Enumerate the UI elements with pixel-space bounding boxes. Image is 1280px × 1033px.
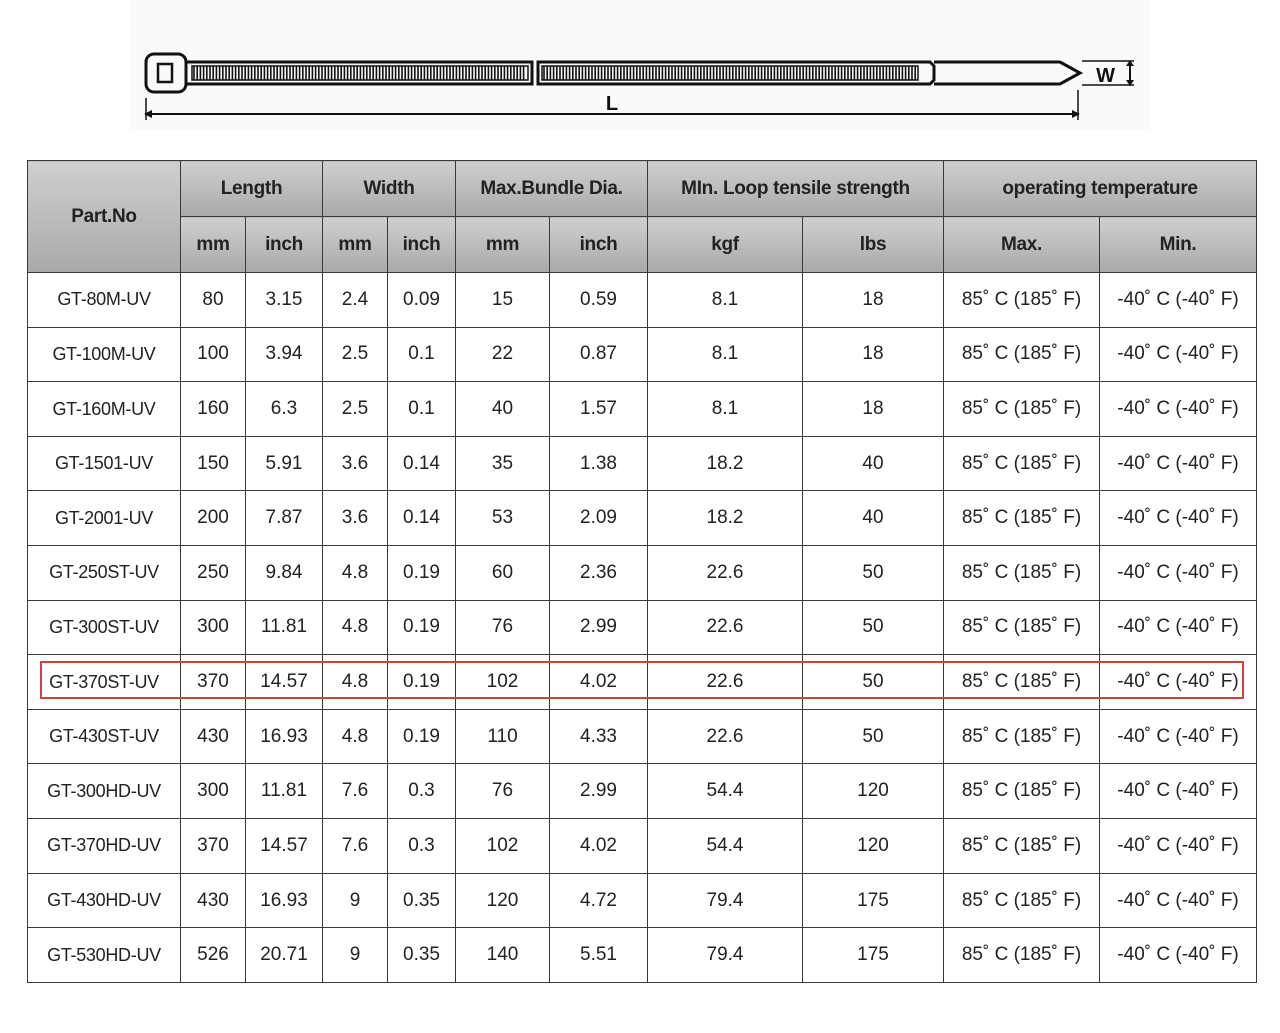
cell-tensile-kgf: 8.1 bbox=[648, 382, 803, 437]
cell-temp-min: -40˚ C (-40˚ F) bbox=[1100, 764, 1257, 819]
specification-table bbox=[27, 160, 1257, 983]
cell-length-mm: 300 bbox=[181, 600, 246, 655]
cell-temp-min: -40˚ C (-40˚ F) bbox=[1100, 655, 1257, 710]
cell-width-mm: 2.4 bbox=[323, 273, 388, 328]
cell-length-inch: 16.93 bbox=[246, 709, 323, 764]
cell-temp-max: 85˚ C (185˚ F) bbox=[944, 436, 1100, 491]
cell-bundle-mm: 35 bbox=[456, 436, 550, 491]
cell-width-inch: 0.3 bbox=[388, 819, 456, 874]
cell-temp-max: 85˚ C (185˚ F) bbox=[944, 928, 1100, 983]
cell-length-mm: 160 bbox=[181, 382, 246, 437]
cell-length-inch: 5.91 bbox=[246, 436, 323, 491]
cell-bundle-mm: 140 bbox=[456, 928, 550, 983]
table-row bbox=[28, 273, 1257, 328]
cell-bundle-inch: 4.33 bbox=[550, 709, 648, 764]
cell-width-inch: 0.1 bbox=[388, 382, 456, 437]
header-length: Length bbox=[181, 161, 323, 217]
cell-part-no: GT-160M-UV bbox=[28, 382, 181, 437]
cell-bundle-inch: 0.87 bbox=[550, 327, 648, 382]
cell-bundle-mm: 76 bbox=[456, 764, 550, 819]
cell-temp-min: -40˚ C (-40˚ F) bbox=[1100, 546, 1257, 601]
cell-length-mm: 526 bbox=[181, 928, 246, 983]
cell-temp-min: -40˚ C (-40˚ F) bbox=[1100, 436, 1257, 491]
tie-serrations bbox=[194, 66, 915, 80]
cell-temp-max: 85˚ C (185˚ F) bbox=[944, 819, 1100, 874]
cell-temp-min: -40˚ C (-40˚ F) bbox=[1100, 382, 1257, 437]
subheader-bundle-mm: mm bbox=[456, 217, 550, 273]
cell-width-mm: 3.6 bbox=[323, 491, 388, 546]
subheader-bundle-inch: inch bbox=[550, 217, 648, 273]
cell-temp-min: -40˚ C (-40˚ F) bbox=[1100, 819, 1257, 874]
cell-width-mm: 4.8 bbox=[323, 600, 388, 655]
cell-bundle-inch: 1.38 bbox=[550, 436, 648, 491]
cell-length-inch: 9.84 bbox=[246, 546, 323, 601]
cell-part-no: GT-2001-UV bbox=[28, 491, 181, 546]
cell-length-inch: 6.3 bbox=[246, 382, 323, 437]
cell-tensile-kgf: 8.1 bbox=[648, 327, 803, 382]
subheader-width-mm: mm bbox=[323, 217, 388, 273]
cell-temp-min: -40˚ C (-40˚ F) bbox=[1100, 273, 1257, 328]
cell-bundle-mm: 102 bbox=[456, 819, 550, 874]
cell-bundle-mm: 110 bbox=[456, 709, 550, 764]
cell-bundle-mm: 40 bbox=[456, 382, 550, 437]
subheader-length-mm: mm bbox=[181, 217, 246, 273]
subheader-tensile-kgf: kgf bbox=[648, 217, 803, 273]
cell-tensile-kgf: 18.2 bbox=[648, 491, 803, 546]
cell-part-no: GT-430ST-UV bbox=[28, 709, 181, 764]
width-label: W bbox=[1096, 65, 1115, 87]
cell-width-mm: 9 bbox=[323, 928, 388, 983]
cell-part-no: GT-370HD-UV bbox=[28, 819, 181, 874]
cell-part-no: GT-300HD-UV bbox=[28, 764, 181, 819]
cell-bundle-inch: 4.72 bbox=[550, 873, 648, 928]
cell-length-mm: 200 bbox=[181, 491, 246, 546]
table-row bbox=[28, 327, 1257, 382]
tie-tail bbox=[934, 62, 1080, 84]
cell-width-inch: 0.19 bbox=[388, 655, 456, 710]
cell-width-mm: 7.6 bbox=[323, 819, 388, 874]
tie-head-outline bbox=[146, 54, 186, 92]
cell-temp-max: 85˚ C (185˚ F) bbox=[944, 600, 1100, 655]
cell-width-inch: 0.35 bbox=[388, 873, 456, 928]
cell-temp-min: -40˚ C (-40˚ F) bbox=[1100, 600, 1257, 655]
cell-length-mm: 80 bbox=[181, 273, 246, 328]
cell-temp-min: -40˚ C (-40˚ F) bbox=[1100, 491, 1257, 546]
cell-tensile-lbs: 120 bbox=[803, 819, 944, 874]
cell-part-no: GT-100M-UV bbox=[28, 327, 181, 382]
cell-length-mm: 370 bbox=[181, 819, 246, 874]
cell-tensile-kgf: 8.1 bbox=[648, 273, 803, 328]
cell-width-inch: 0.14 bbox=[388, 436, 456, 491]
cell-tensile-lbs: 50 bbox=[803, 546, 944, 601]
cell-temp-min: -40˚ C (-40˚ F) bbox=[1100, 873, 1257, 928]
cell-bundle-inch: 5.51 bbox=[550, 928, 648, 983]
cell-temp-min: -40˚ C (-40˚ F) bbox=[1100, 327, 1257, 382]
cell-tensile-kgf: 22.6 bbox=[648, 709, 803, 764]
cell-bundle-mm: 53 bbox=[456, 491, 550, 546]
table-row bbox=[28, 873, 1257, 928]
cell-width-inch: 0.35 bbox=[388, 928, 456, 983]
cell-tensile-lbs: 18 bbox=[803, 273, 944, 328]
table-header bbox=[28, 161, 1257, 273]
cell-tensile-kgf: 18.2 bbox=[648, 436, 803, 491]
cell-bundle-mm: 60 bbox=[456, 546, 550, 601]
cell-length-mm: 100 bbox=[181, 327, 246, 382]
cell-width-mm: 3.6 bbox=[323, 436, 388, 491]
cell-width-mm: 9 bbox=[323, 873, 388, 928]
cell-tensile-lbs: 120 bbox=[803, 764, 944, 819]
cell-bundle-inch: 2.99 bbox=[550, 600, 648, 655]
cell-tensile-lbs: 40 bbox=[803, 491, 944, 546]
cell-tensile-lbs: 18 bbox=[803, 327, 944, 382]
cell-tensile-kgf: 22.6 bbox=[648, 655, 803, 710]
table-row bbox=[28, 709, 1257, 764]
cell-part-no: GT-250ST-UV bbox=[28, 546, 181, 601]
table-row bbox=[28, 819, 1257, 874]
cell-width-inch: 0.3 bbox=[388, 764, 456, 819]
cell-bundle-mm: 120 bbox=[456, 873, 550, 928]
cell-width-inch: 0.19 bbox=[388, 709, 456, 764]
table-row bbox=[28, 600, 1257, 655]
cell-length-inch: 16.93 bbox=[246, 873, 323, 928]
cell-length-inch: 11.81 bbox=[246, 764, 323, 819]
subheader-width-inch: inch bbox=[388, 217, 456, 273]
cell-tensile-kgf: 54.4 bbox=[648, 764, 803, 819]
cell-width-mm: 4.8 bbox=[323, 709, 388, 764]
length-label: L bbox=[605, 93, 619, 115]
cell-tensile-lbs: 50 bbox=[803, 600, 944, 655]
cable-tie-drawing bbox=[130, 0, 1150, 130]
cell-bundle-inch: 4.02 bbox=[550, 655, 648, 710]
cell-tensile-kgf: 22.6 bbox=[648, 600, 803, 655]
cell-bundle-mm: 76 bbox=[456, 600, 550, 655]
cell-bundle-mm: 15 bbox=[456, 273, 550, 328]
cell-bundle-inch: 1.57 bbox=[550, 382, 648, 437]
cell-width-inch: 0.19 bbox=[388, 600, 456, 655]
cell-temp-max: 85˚ C (185˚ F) bbox=[944, 327, 1100, 382]
cell-bundle-mm: 102 bbox=[456, 655, 550, 710]
subheader-temp-min: Min. bbox=[1100, 217, 1257, 273]
table-row bbox=[28, 928, 1257, 983]
cell-width-mm: 4.8 bbox=[323, 546, 388, 601]
cell-tensile-lbs: 40 bbox=[803, 436, 944, 491]
cell-part-no: GT-300ST-UV bbox=[28, 600, 181, 655]
cell-bundle-inch: 2.36 bbox=[550, 546, 648, 601]
cell-width-mm: 2.5 bbox=[323, 382, 388, 437]
tie-head-slot bbox=[158, 64, 172, 82]
cell-temp-max: 85˚ C (185˚ F) bbox=[944, 655, 1100, 710]
cell-length-inch: 14.57 bbox=[246, 655, 323, 710]
table-row-highlighted bbox=[28, 655, 1257, 710]
subheader-temp-max: Max. bbox=[944, 217, 1100, 273]
cell-tensile-lbs: 50 bbox=[803, 709, 944, 764]
cell-bundle-inch: 2.99 bbox=[550, 764, 648, 819]
header-part-no: Part.No bbox=[28, 161, 181, 273]
cell-tensile-lbs: 175 bbox=[803, 873, 944, 928]
header-tensile-strength: MIn. Loop tensile strength bbox=[648, 161, 944, 217]
cell-width-inch: 0.19 bbox=[388, 546, 456, 601]
table-body bbox=[28, 273, 1257, 983]
subheader-length-inch: inch bbox=[246, 217, 323, 273]
cell-bundle-mm: 22 bbox=[456, 327, 550, 382]
table-row bbox=[28, 764, 1257, 819]
cell-width-inch: 0.09 bbox=[388, 273, 456, 328]
cell-temp-min: -40˚ C (-40˚ F) bbox=[1100, 709, 1257, 764]
cell-tensile-kgf: 54.4 bbox=[648, 819, 803, 874]
cell-part-no: GT-430HD-UV bbox=[28, 873, 181, 928]
cell-length-mm: 150 bbox=[181, 436, 246, 491]
cell-width-inch: 0.1 bbox=[388, 327, 456, 382]
cell-length-inch: 14.57 bbox=[246, 819, 323, 874]
cell-temp-max: 85˚ C (185˚ F) bbox=[944, 546, 1100, 601]
cell-tensile-lbs: 18 bbox=[803, 382, 944, 437]
cell-width-mm: 4.8 bbox=[323, 655, 388, 710]
cell-part-no: GT-80M-UV bbox=[28, 273, 181, 328]
header-width: Width bbox=[323, 161, 456, 217]
cell-bundle-inch: 4.02 bbox=[550, 819, 648, 874]
cell-tensile-lbs: 175 bbox=[803, 928, 944, 983]
cell-part-no: GT-1501-UV bbox=[28, 436, 181, 491]
cell-bundle-inch: 2.09 bbox=[550, 491, 648, 546]
cell-length-inch: 3.94 bbox=[246, 327, 323, 382]
table-row bbox=[28, 546, 1257, 601]
cell-temp-max: 85˚ C (185˚ F) bbox=[944, 709, 1100, 764]
cell-tensile-kgf: 79.4 bbox=[648, 873, 803, 928]
cell-temp-max: 85˚ C (185˚ F) bbox=[944, 382, 1100, 437]
table-row bbox=[28, 436, 1257, 491]
cell-length-mm: 430 bbox=[181, 709, 246, 764]
cell-tensile-kgf: 79.4 bbox=[648, 928, 803, 983]
cell-temp-max: 85˚ C (185˚ F) bbox=[944, 873, 1100, 928]
cell-length-mm: 370 bbox=[181, 655, 246, 710]
cell-temp-max: 85˚ C (185˚ F) bbox=[944, 273, 1100, 328]
cell-width-mm: 2.5 bbox=[323, 327, 388, 382]
cell-length-mm: 430 bbox=[181, 873, 246, 928]
cell-length-inch: 3.15 bbox=[246, 273, 323, 328]
cell-length-inch: 7.87 bbox=[246, 491, 323, 546]
cell-tensile-kgf: 22.6 bbox=[648, 546, 803, 601]
cell-part-no: GT-530HD-UV bbox=[28, 928, 181, 983]
cell-part-no: GT-370ST-UV bbox=[28, 655, 181, 710]
cell-length-mm: 250 bbox=[181, 546, 246, 601]
cell-temp-max: 85˚ C (185˚ F) bbox=[944, 764, 1100, 819]
table-row bbox=[28, 382, 1257, 437]
cell-tensile-lbs: 50 bbox=[803, 655, 944, 710]
cell-temp-min: -40˚ C (-40˚ F) bbox=[1100, 928, 1257, 983]
subheader-tensile-lbs: lbs bbox=[803, 217, 944, 273]
cable-tie-diagram bbox=[130, 0, 1150, 130]
cell-length-mm: 300 bbox=[181, 764, 246, 819]
cell-temp-max: 85˚ C (185˚ F) bbox=[944, 491, 1100, 546]
table-row bbox=[28, 491, 1257, 546]
header-operating-temperature: operating temperature bbox=[944, 161, 1257, 217]
cell-length-inch: 11.81 bbox=[246, 600, 323, 655]
header-bundle-dia: Max.Bundle Dia. bbox=[456, 161, 648, 217]
cell-length-inch: 20.71 bbox=[246, 928, 323, 983]
cell-width-mm: 7.6 bbox=[323, 764, 388, 819]
cell-width-inch: 0.14 bbox=[388, 491, 456, 546]
cell-bundle-inch: 0.59 bbox=[550, 273, 648, 328]
